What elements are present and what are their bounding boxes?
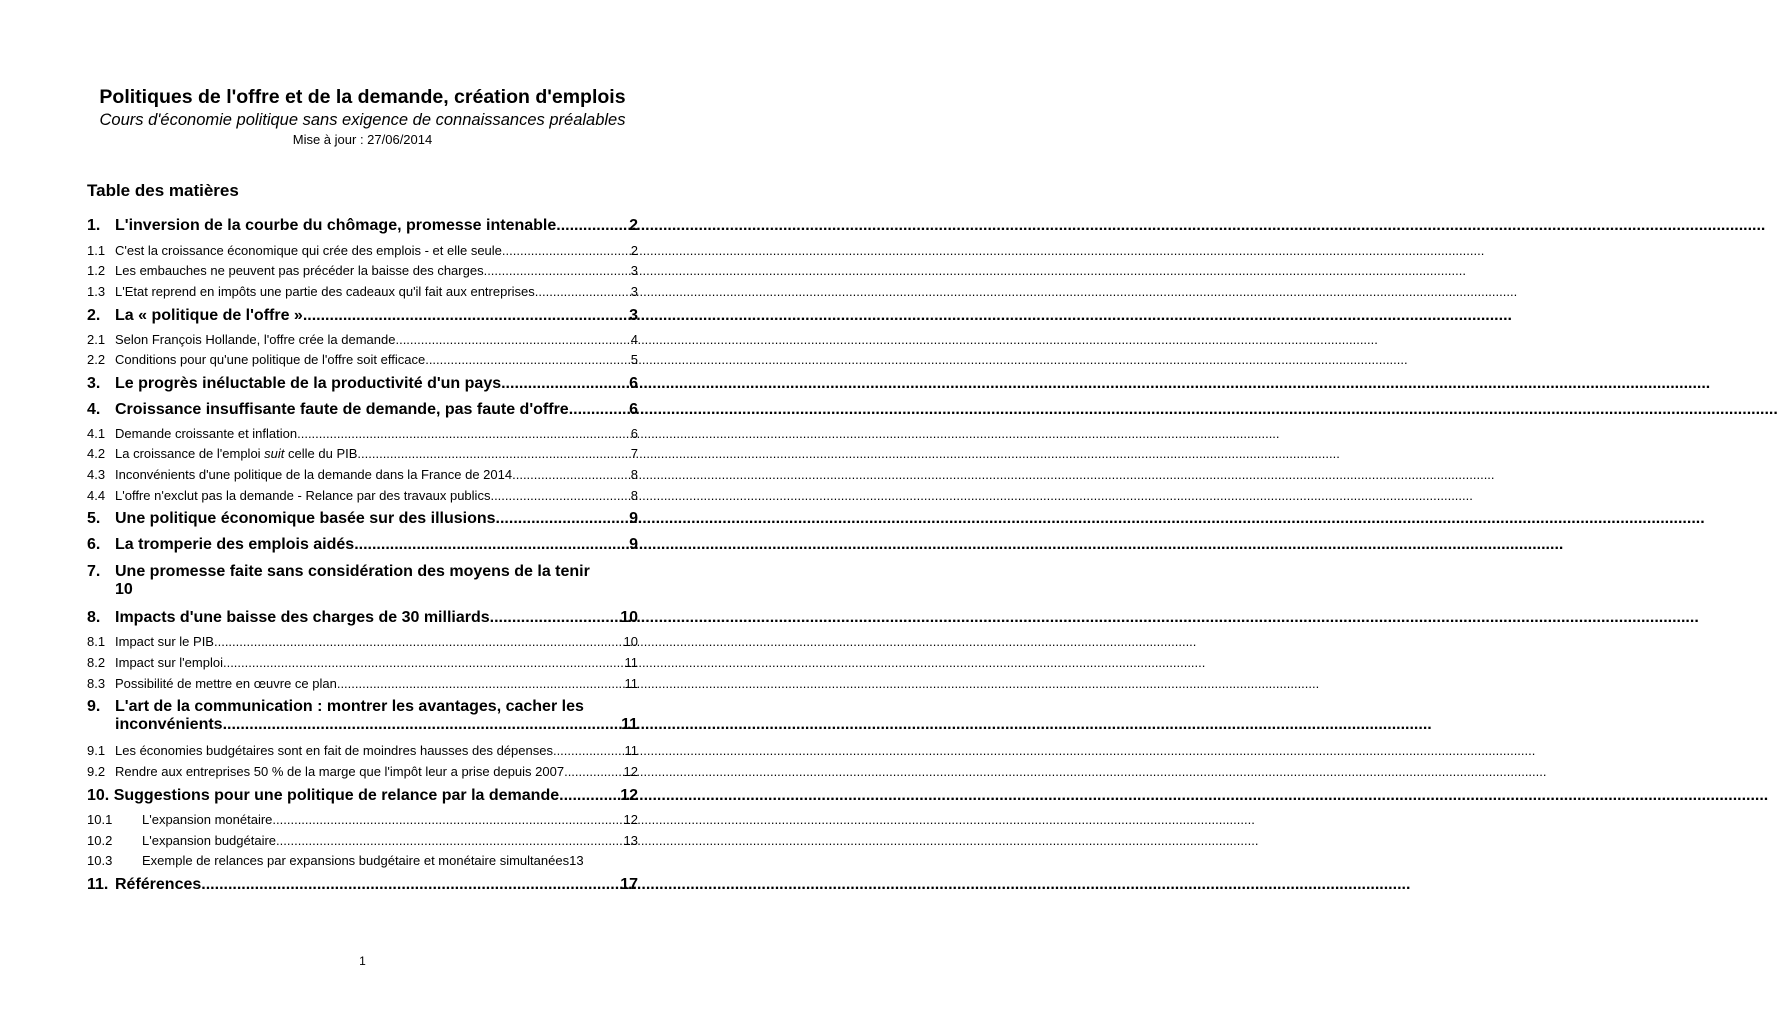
toc-text (115, 446, 357, 461)
toc-page: 11 (624, 676, 638, 691)
toc-leader (354, 536, 629, 554)
toc-entry-5[interactable] (87, 510, 638, 528)
toc-entry-7[interactable] (87, 563, 638, 599)
toc-leader (272, 812, 623, 827)
toc-page: 9 (629, 536, 638, 553)
toc-number: 7. (87, 563, 101, 580)
toc-text: Impact sur le PIB (115, 634, 214, 649)
toc-text: Rendre aux entreprises 50 % de la marge que l'impôt leur a prise depuis 2007 (115, 764, 565, 779)
toc-number: 9.1 (87, 743, 106, 758)
toc-page: 7 (630, 446, 638, 461)
page-title: Politiques de l'offre et de la demande, création d'emplois (99, 86, 626, 108)
toc-leader (553, 743, 625, 758)
toc-text (87, 787, 559, 805)
toc-page: 8 (630, 488, 638, 503)
toc-heading: Table des matières (87, 181, 239, 200)
toc-number: 1. (87, 217, 101, 234)
toc-text: L'art de la communication : montrer les avantages, cacher les (115, 698, 584, 715)
toc-number: 1.3 (87, 284, 106, 299)
toc-entry-2-1[interactable] (87, 332, 638, 347)
toc-number: 9. (87, 698, 101, 715)
toc-number: 4.4 (87, 488, 106, 503)
toc-text: Selon François Hollande, l'offre crée la demande (115, 332, 396, 347)
toc-number: 2.1 (87, 332, 106, 347)
toc-page: 17 (620, 876, 638, 893)
toc-text: Une politique économique basée sur des illusions (115, 510, 496, 527)
toc-text: Inconvénients d'une politique de la demande dans la France de 2014 (115, 467, 513, 482)
toc-leader (357, 446, 630, 461)
toc-entry-6[interactable] (87, 536, 638, 554)
toc-text: Le progrès inéluctable de la productivité d'un pays (115, 375, 502, 392)
toc-entry-1[interactable] (87, 217, 638, 235)
toc-page: 12 (620, 787, 638, 804)
toc-number: 2.2 (87, 352, 106, 367)
toc-entry-9[interactable] (87, 698, 638, 734)
toc-entry-1-1[interactable] (87, 243, 638, 258)
toc-leader (337, 676, 625, 691)
toc-number: 8.2 (87, 655, 106, 670)
toc-number: 5. (87, 510, 101, 527)
toc-leader (556, 217, 629, 235)
toc-leader (490, 488, 630, 503)
toc-number: 11. (87, 876, 109, 893)
toc-text: Une promesse faite sans considération des moyens de la tenir (115, 563, 590, 580)
toc-entry-4-4[interactable] (87, 488, 638, 503)
toc-page: 3 (630, 284, 638, 299)
toc-number: 8. (87, 609, 101, 626)
toc-leader (395, 332, 630, 347)
toc-page: 4 (630, 332, 638, 347)
toc-page: 6 (629, 401, 638, 418)
toc-leader (484, 263, 631, 278)
toc-text-italic: suit (264, 446, 285, 461)
toc-number: 4. (87, 401, 101, 418)
toc-leader (569, 401, 629, 419)
toc-number: 4.3 (87, 467, 106, 482)
toc-text: L'expansion budgétaire (142, 833, 277, 848)
toc-entry-8-1[interactable] (87, 634, 638, 649)
toc-entry-3[interactable] (87, 375, 638, 393)
toc-number: 10.2 (87, 833, 113, 848)
toc-leader (223, 655, 625, 670)
toc-leader (535, 284, 631, 299)
toc-entry-11[interactable] (87, 876, 638, 894)
toc-text: L'offre n'exclut pas la demande - Relance par des travaux publics (115, 488, 491, 503)
toc-entry-4-3[interactable] (87, 467, 638, 482)
toc-text: Possibilité de mettre en œuvre ce plan (115, 676, 337, 691)
toc-number: 6. (87, 536, 101, 553)
toc-text: Les embauches ne peuvent pas précéder la baisse des charges (115, 263, 484, 278)
toc-entry-10[interactable] (87, 787, 638, 805)
toc-text: Croissance insuffisante faute de demande, pas faute d'offre (115, 401, 569, 418)
toc-page: 10 (115, 581, 133, 598)
toc-page: 12 (623, 812, 638, 827)
toc-text: L'Etat reprend en impôts une partie des cadeaux qu'il fait aux entreprises (115, 284, 535, 299)
toc-leader (501, 375, 629, 393)
toc-entry-4[interactable] (87, 401, 638, 419)
toc-text: inconvénients (115, 716, 223, 733)
page-number: 1 (359, 954, 366, 968)
toc-number: 8.3 (87, 676, 106, 691)
toc-page: 6 (629, 375, 638, 392)
toc-entry-2[interactable] (87, 307, 638, 325)
toc-page: 9 (629, 510, 638, 527)
toc-number: 4.2 (87, 446, 106, 461)
toc-page: 13 (623, 833, 638, 848)
toc-number: 1.1 (87, 243, 106, 258)
toc-text: Exemple de relances par expansions budgétaire et monétaire simultanées (142, 853, 570, 868)
toc-entry-9-2[interactable] (87, 764, 638, 779)
toc-entry-8-3[interactable] (87, 676, 638, 691)
toc-page: 2 (629, 217, 638, 234)
toc-page: 12 (623, 764, 638, 779)
toc-leader (496, 510, 630, 528)
update-date: Mise à jour : 27/06/2014 (292, 132, 433, 147)
toc-title: Suggestions pour une politique de relance par la demande (113, 787, 560, 804)
toc-page: 8 (630, 467, 638, 482)
toc-number: 10. (87, 787, 110, 804)
toc-page: 3 (629, 307, 638, 324)
toc-entry-8[interactable] (87, 609, 638, 627)
toc-page: 11 (624, 743, 638, 758)
toc-leader (201, 876, 620, 894)
toc-number: 1.2 (87, 263, 106, 278)
toc-entry-10-2[interactable] (87, 833, 638, 848)
toc-entry-8-2[interactable] (87, 655, 638, 670)
toc-leader (564, 764, 623, 779)
toc-text: La tromperie des emplois aidés (115, 536, 355, 553)
toc-text-part: celle du PIB (284, 446, 358, 461)
toc-entry-2-2[interactable] (87, 352, 638, 367)
toc-text: C'est la croissance économique qui crée des emplois - et elle seule (115, 243, 502, 258)
toc-entry-10-1[interactable] (87, 812, 638, 827)
toc-number: 8.1 (87, 634, 106, 649)
toc-number: 2. (87, 307, 101, 324)
toc-text: L'inversion de la courbe du chômage, promesse intenable (115, 217, 557, 234)
toc-entry-9-1[interactable] (87, 743, 638, 758)
toc-number: 10.1 (87, 812, 113, 827)
toc-leader (502, 243, 631, 258)
page-subtitle: Cours d'économie politique sans exigence de connaissances préalables (99, 111, 626, 129)
toc-entry-4-1[interactable] (87, 426, 638, 441)
toc-entry-4-2[interactable] (87, 446, 638, 461)
toc-leader (490, 609, 621, 627)
toc-entry-10-3[interactable] (87, 853, 638, 868)
toc-page: 3 (630, 263, 638, 278)
toc-leader (214, 634, 624, 649)
toc-leader (512, 467, 631, 482)
toc-text: Références (115, 876, 202, 893)
toc-text: Les économies budgétaires sont en fait de moindres hausses des dépenses (115, 743, 553, 758)
toc-page: 2 (630, 243, 638, 258)
toc-page: 6 (630, 426, 638, 441)
toc-entry-1-3[interactable] (87, 284, 638, 299)
toc-page: 5 (630, 352, 638, 367)
toc-text: Impact sur l'emploi (115, 655, 223, 670)
toc-text: La « politique de l'offre » (115, 307, 303, 324)
toc-number: 9.2 (87, 764, 106, 779)
toc-number: 10.3 (87, 853, 113, 868)
toc-page: 11 (621, 716, 638, 733)
toc-page: 10 (623, 634, 638, 649)
toc-page: 11 (624, 655, 638, 670)
toc-text: Conditions pour qu'une politique de l'offre soit efficace (115, 352, 426, 367)
toc-entry-1-2[interactable] (87, 263, 638, 278)
toc-text: L'expansion monétaire (142, 812, 273, 827)
toc-text-part: La croissance de l'emploi (115, 446, 265, 461)
toc-text: Impacts d'une baisse des charges de 30 milliards (115, 609, 490, 626)
toc-number: 3. (87, 375, 101, 392)
toc-leader (297, 426, 631, 441)
toc-text: Demande croissante et inflation (115, 426, 298, 441)
toc-leader (303, 307, 629, 325)
toc-leader (223, 716, 622, 734)
toc-page: 13 (569, 853, 584, 868)
toc-leader (425, 352, 631, 367)
toc-number: 4.1 (87, 426, 106, 441)
toc-leader (276, 833, 624, 848)
toc-page: 10 (620, 609, 638, 626)
toc-leader (559, 787, 620, 805)
